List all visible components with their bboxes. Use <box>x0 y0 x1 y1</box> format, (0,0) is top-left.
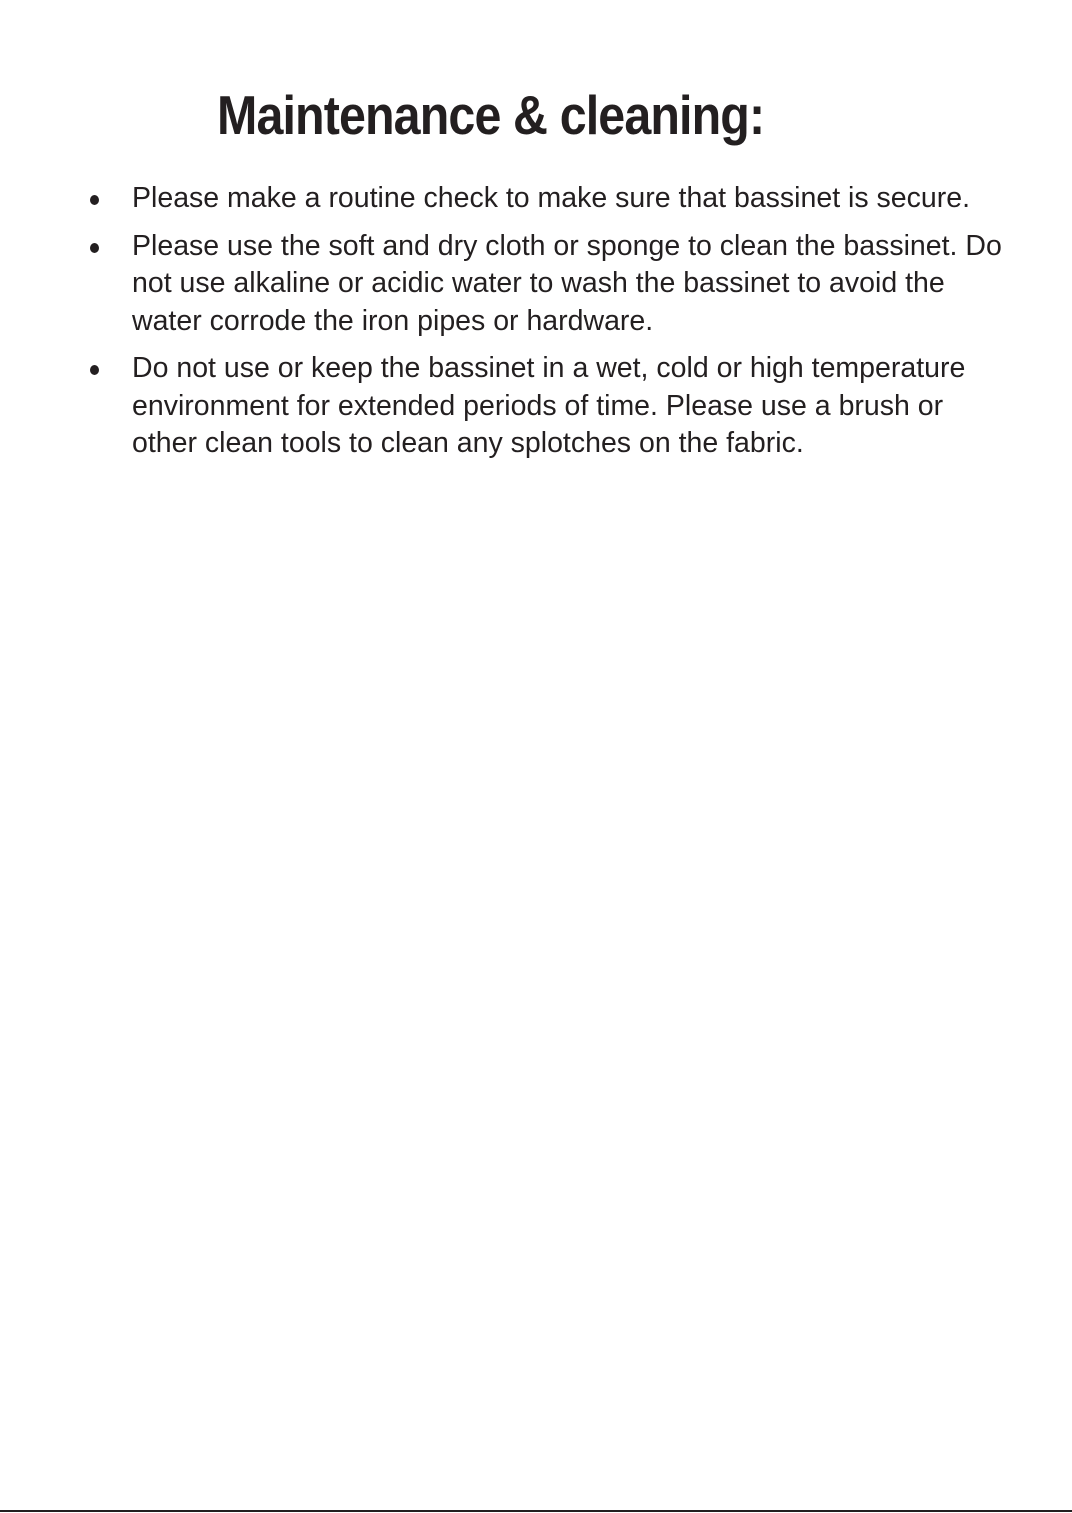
list-item-text: Please make a routine check to make sure that bassinet is secure. <box>132 182 971 214</box>
bullet-icon <box>90 243 99 253</box>
bottom-divider <box>0 1510 1072 1512</box>
instruction-list <box>0 180 1072 473</box>
list-item <box>0 228 1072 341</box>
bullet-icon <box>90 195 99 205</box>
page-title: Maintenance & cleaning: <box>217 84 765 146</box>
list-item <box>0 350 1072 463</box>
list-item-text: Do not use or keep the bassinet in a wet, cold or high temperature environment for extended periods of time. Please use a brush or other clean tools to clean any splotches on the fabric. <box>132 352 966 459</box>
list-item-text: Please use the soft and dry cloth or sponge to clean the bassinet. Do not use alkaline or acidic water to wash the bassinet to avoid the water corrode the iron pipes or hardware. <box>132 229 1002 337</box>
list-item <box>0 180 1072 218</box>
bullet-icon <box>90 365 99 375</box>
